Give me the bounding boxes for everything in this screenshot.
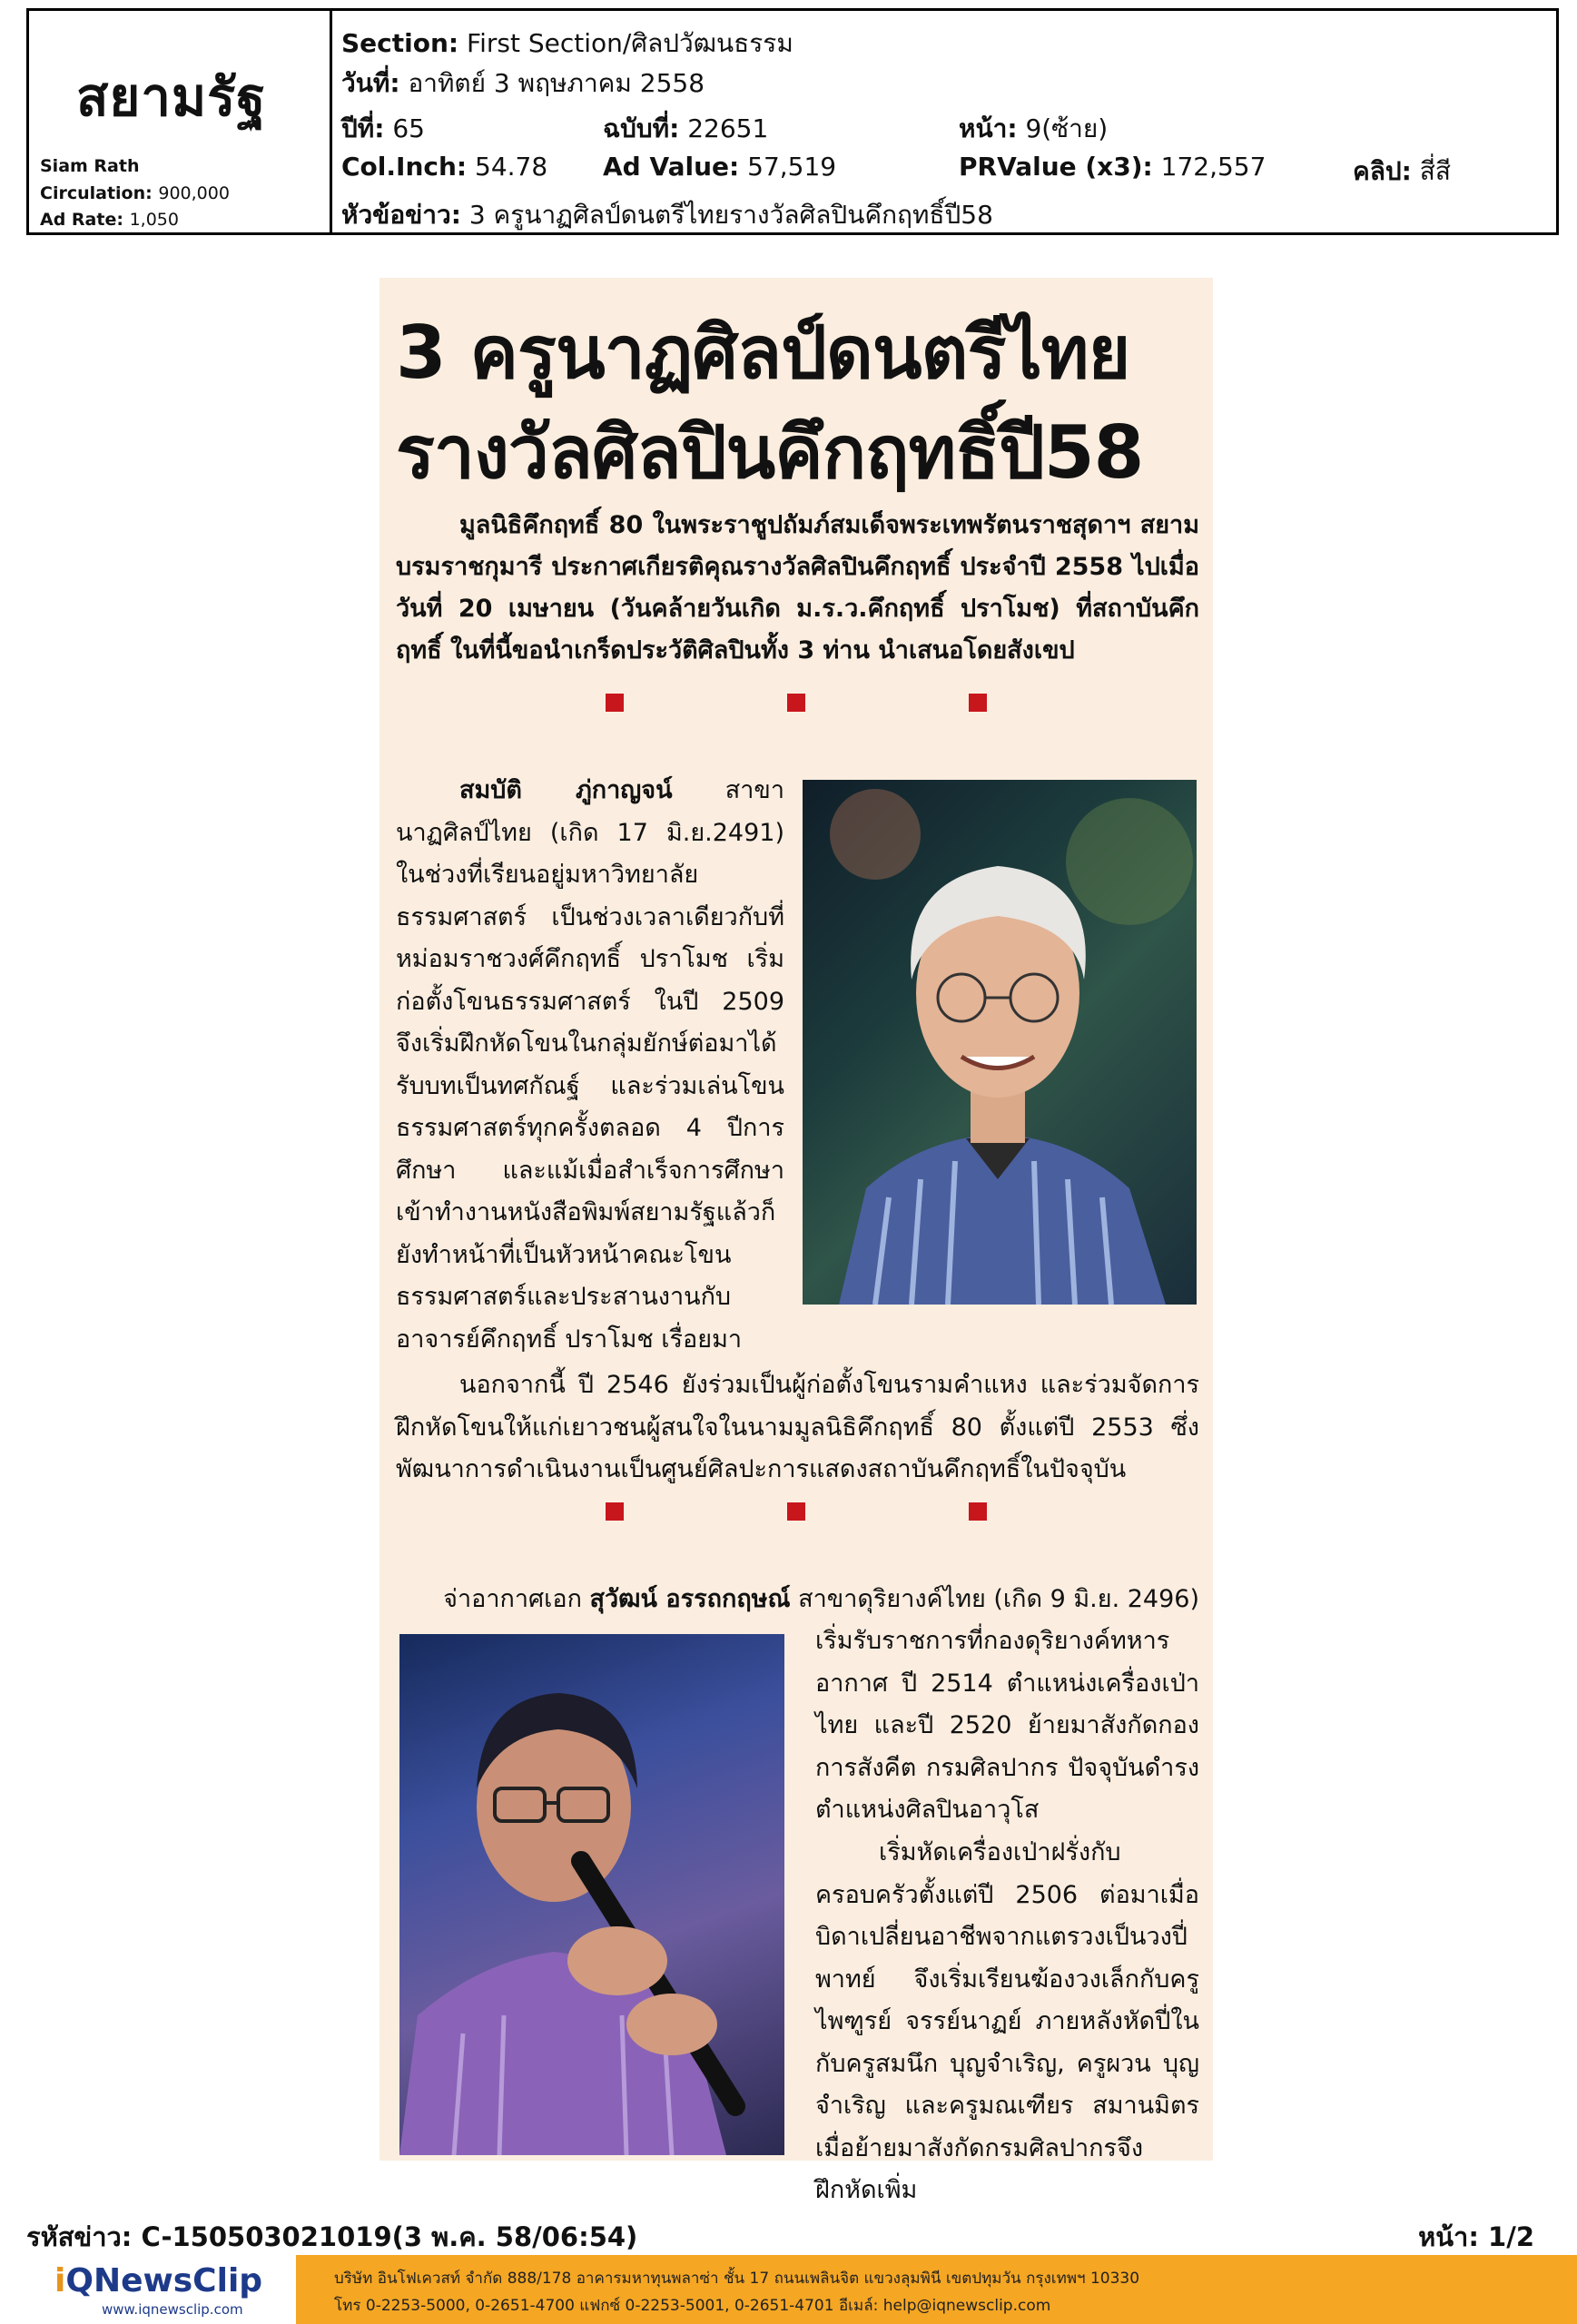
article-title — [396, 303, 1204, 503]
profile-1-name: สมบัติ ภู่กาญจน์ — [459, 776, 673, 804]
news-code — [26, 2216, 637, 2258]
photo-sombat — [803, 780, 1197, 1305]
profile-2-heading — [396, 1579, 1199, 1621]
logo-i: i — [54, 2262, 66, 2299]
clip-label: คลิป: — [1353, 156, 1412, 186]
profile-2-text-2: เริ่มหัดเครื่องเป่าฝรั่งกับครอบครัวตั้งแต่ปี 2506 ต่อมาเมื่อบิดาเปลี่ยนอาชีพจากแตรวงเป็นวงปี่พาทย์ จึงเริ่มเรียนฆ้องวงเล็กกับครูไพฑูรย์ จรรย์นาฏย์ ภายหลังหัดปี่ในกับครูสมนึก บุญจำเริญ, ครูผวน บุญจำเริญ และครูมณเฑียร สมานมิตร เมื่อย้ายมาสังกัดกรมศิลปากรจึงฝึกหัดเพิ่ม — [815, 1838, 1199, 2204]
colinch-label: Col.Inch: — [341, 152, 468, 182]
prvalue-cell — [959, 152, 1266, 182]
paper-name: Siam Rath — [40, 156, 140, 176]
photo-suwat — [399, 1634, 784, 2155]
circulation-value: 900,000 — [158, 183, 230, 203]
article-clipping — [379, 278, 1213, 2204]
page-cell — [959, 109, 1108, 149]
separator-square — [606, 694, 624, 712]
date-value: อาทิตย์ 3 พฤษภาคม 2558 — [408, 68, 705, 98]
date-label: วันที่: — [341, 68, 400, 98]
separator-square — [606, 1502, 624, 1521]
circulation-label: Circulation: — [40, 183, 153, 203]
separator-square — [969, 694, 987, 712]
publication-info — [29, 11, 332, 232]
issue-value: 22651 — [687, 113, 769, 143]
profile-2-prefix: จ่าอากาศเอก — [443, 1585, 590, 1613]
clip-metadata-box — [26, 8, 1559, 235]
advalue-value: 57,519 — [747, 152, 837, 182]
profile-1-body: สาขานาฏศิลป์ไทย (เกิด 17 มิ.ย.2491) ในช่วงที่เรียนอยู่มหาวิทยาลัยธรรมศาสตร์ เป็นช่วงเวลาเดียวกับที่หม่อมราชวงศ์คึกฤทธิ์ ปราโมช เริ่มก่อตั้งโขนธรรมศาสตร์ ในปี 2509 จึงเริ่มฝึกหัดโขนในกลุ่มยักษ์ต่อมาได้รับบทเป็นทศกัณฐ์ และร่วมเล่นโขนธรรมศาสตร์ทุกครั้งตลอด 4 ปีการศึกษา และแม้เมื่อสำเร็จการศึกษา เข้าทำงานหนังสือพิมพ์สยามรัฐแล้วก็ยังทำหน้าที่เป็นหัวหน้าคณะโขนธรรมศาสตร์และประสานงานกับอาจารย์คึกฤทธิ์ ปราโมช เรื่อยมา — [396, 776, 784, 1354]
profile-2-name: สุวัฒน์ อรรถกฤษณ์ — [589, 1585, 791, 1613]
profile-2-suffix: สาขาดุริยางค์ไทย (เกิด 9 มิ.ย. 2496) — [790, 1585, 1199, 1613]
year-cell — [341, 109, 425, 149]
headline-label: หัวข้อข่าว: — [341, 200, 461, 230]
section-row — [341, 24, 793, 64]
circulation — [40, 183, 230, 203]
clip-value: สี่สี — [1419, 156, 1451, 186]
advalue-cell — [603, 152, 836, 182]
prvalue-value: 172,557 — [1160, 152, 1267, 182]
company-address: บริษัท อินโฟเควสท์ จำกัด 888/178 อาคารมหาทุนพลาซ่า ชั้น 17 ถนนเพลินจิต แขวงลุมพินี เขตปทุมวัน กรุงเทพฯ 10330 — [334, 2270, 1140, 2288]
musician-illustration — [399, 1634, 784, 2155]
news-code-label: รหัสข่าว: — [26, 2221, 133, 2252]
clip-details — [332, 11, 1556, 232]
page-label: หน้า: — [959, 113, 1018, 143]
separator-square — [787, 694, 805, 712]
profile-1-continued: นอกจากนี้ ปี 2546 ยังร่วมเป็นผู้ก่อตั้งโขนรามคำแหง และร่วมจัดการฝึกหัดโขนให้แก่เยาวชนผู้สนใจในนามมูลนิธิคึกฤทธิ์ 80 ตั้งแต่ปี 2553 ซึ่งพัฒนาการดำเนินงานเป็นศูนย์ศิลปะการแสดงสถาบันคึกฤทธิ์ในปัจจุบัน — [396, 1371, 1199, 1483]
section-value: First Section/ศิลปวัฒนธรรม — [467, 28, 793, 58]
profile-1-text — [396, 770, 784, 1361]
news-code-value: C-150503021019(3 พ.ค. 58/06:54) — [141, 2221, 638, 2252]
headline-row — [341, 195, 993, 235]
page-counter-label: หน้า: — [1418, 2221, 1479, 2252]
section-separator — [379, 694, 1213, 714]
iqnewsclip-logo — [54, 2262, 262, 2299]
year-value: 65 — [392, 113, 425, 143]
ad-rate-value: 1,050 — [129, 210, 179, 230]
section-label: Section: — [341, 28, 459, 58]
newspaper-logo: สยามรัฐ — [76, 66, 267, 128]
issue-cell — [603, 109, 768, 149]
title-line-2: รางวัลศิลปินคึกฤทธิ์ปี58 — [396, 410, 1144, 495]
year-label: ปีที่: — [341, 113, 385, 143]
page-value: 9(ซ้าย) — [1025, 113, 1109, 143]
colinch-cell — [341, 152, 547, 182]
separator-square — [787, 1502, 805, 1521]
title-line-1: 3 ครูนาฏศิลป์ดนตรีไทย — [396, 310, 1130, 395]
page-counter-value: 1/2 — [1488, 2221, 1534, 2252]
date-row — [341, 64, 705, 103]
iqnewsclip-url: www.iqnewsclip.com — [102, 2301, 243, 2318]
section-separator — [379, 1502, 1213, 1522]
profile-2-text-1: เริ่มรับราชการที่กองดุริยางค์ทหารอากาศ ปี 2514 ตำแหน่งเครื่องเป่าไทย และปี 2520 ย้ายมาสังกัดกองการสังคีต กรมศิลปากร ปัจจุบันดำรงตำแหน่งศิลปินอาวุโส — [815, 1627, 1199, 1824]
ad-rate — [40, 210, 179, 230]
separator-square — [969, 1502, 987, 1521]
prvalue-label: PRValue (x3): — [959, 152, 1153, 182]
portrait-illustration — [803, 780, 1197, 1305]
colinch-value: 54.78 — [475, 152, 548, 182]
page-counter — [1418, 2216, 1534, 2258]
advalue-label: Ad Value: — [603, 152, 740, 182]
headline-value: 3 ครูนาฏศิลป์ดนตรีไทยรางวัลศิลปินคึกฤทธิ์ปี58 — [468, 200, 993, 230]
issue-label: ฉบับที่: — [603, 113, 680, 143]
company-contact: โทร 0-2253-5000, 0-2651-4700 แฟกซ์ 0-2253-5001, 0-2651-4701 อีเมล์: help@iqnewsclip.com — [334, 2297, 1051, 2315]
ad-rate-label: Ad Rate: — [40, 210, 123, 230]
logo-text: QNewsClip — [65, 2262, 263, 2299]
clip-cell — [1353, 152, 1451, 192]
intro-paragraph: มูลนิธิคึกฤทธิ์ 80 ในพระราชูปถัมภ์สมเด็จพระเทพรัตนราชสุดาฯ สยามบรมราชกุมารี ประกาศเกียรติคุณรางวัลศิลปินคึกฤทธิ์ ประจำปี 2558 ไปเมื่อวันที่ 20 เมษายน (วันคล้ายวันเกิด ม.ร.ว.คึกฤทธิ์ ปราโมช) ที่สถาบันคึกฤทธิ์ ในที่นี้ขอนำเกร็ดประวัติศิลปินทั้ง 3 ท่าน นำเสนอโดยสังเขป — [396, 511, 1199, 665]
